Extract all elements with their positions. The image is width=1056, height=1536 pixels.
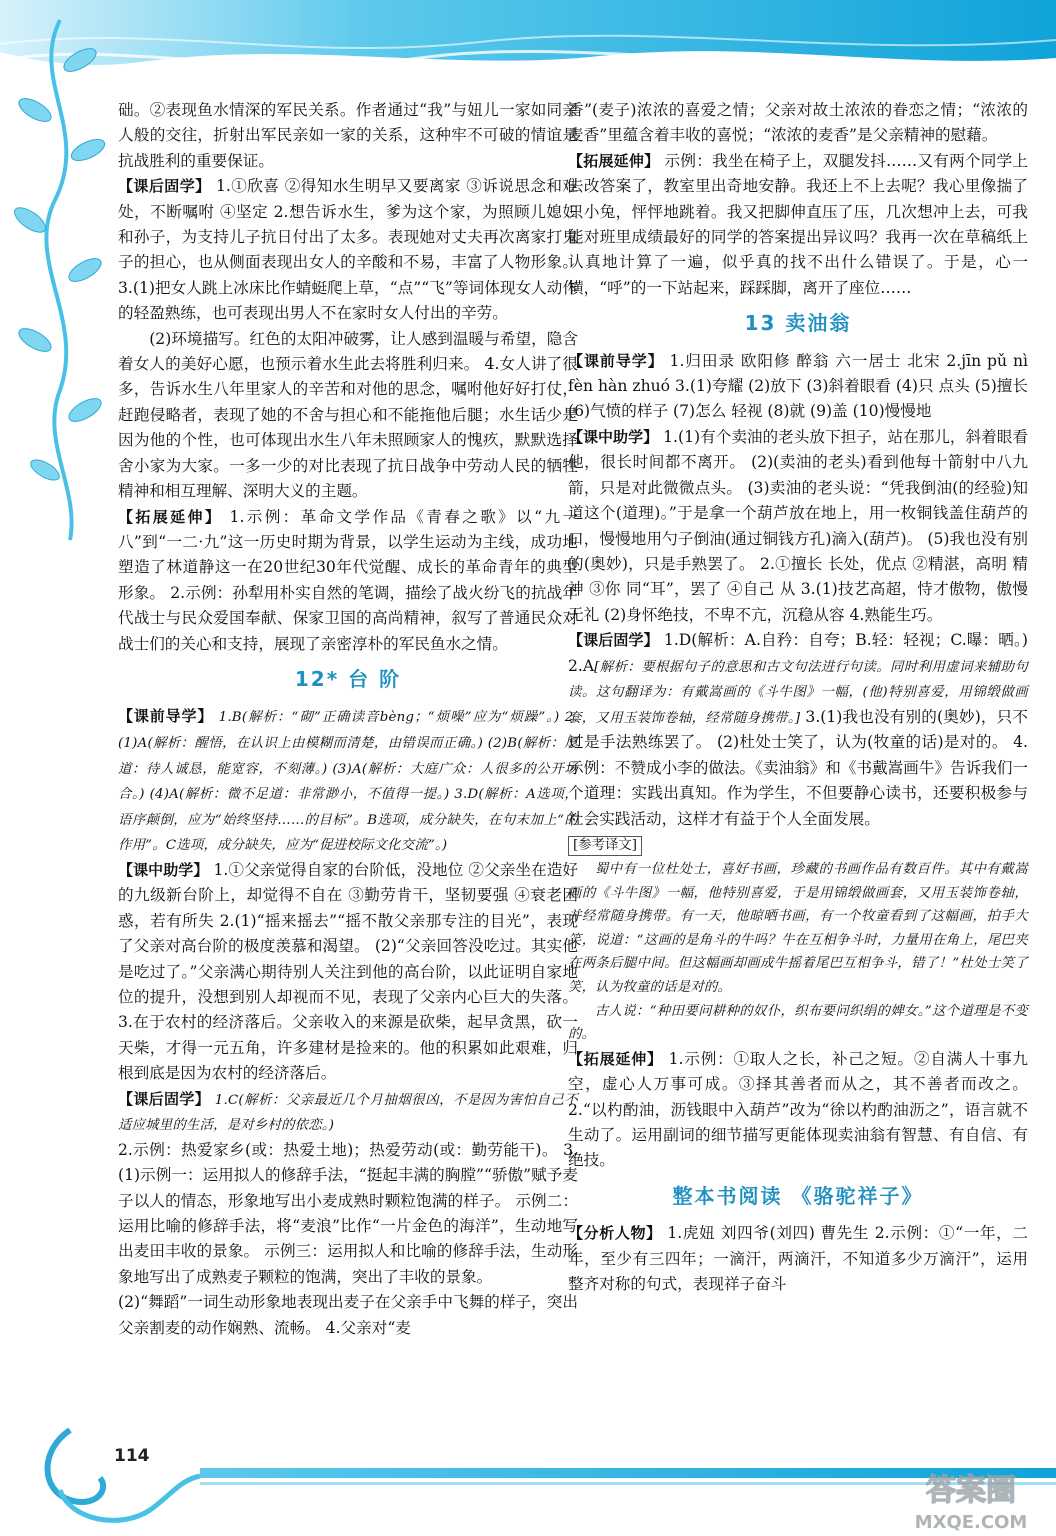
right-paragraph-1: 香”(麦子)浓浓的喜爱之情；父亲对故土浓浓的眷恋之情；“浓浓的麦香”里蕴含着丰收的喜悦；“浓浓的麦香”是父亲精神的慰藉。	[568, 101, 1028, 145]
lesson-heading-13: 13 卖油翁	[744, 311, 852, 336]
right-column	[568, 98, 1028, 1297]
left-paragraph-3: (2)环境描写。红色的太阳冲破雾，让人感到温暖与希望，隐含着女人的美好心愿，也预示着水生此去将胜利归来。 4.女人讲了很多，告诉水生八年里家人的辛苦和对他的思念，嘱咐他好好打仗，赶跑侵略者，表现了她的不舍与担心和不能拖他后腿；水生话少是因为他的个性，也可体现出水生八年未照顾家人的愧疚，默默选择舍小家为大家。一多一少的对比表现了抗日战争中劳动人民的牺牲精神和相互理解、深明大义的主题。	[118, 329, 578, 501]
watermark-logo	[896, 1466, 1046, 1536]
left-paragraph-5: 【课前导学】 1.B(解析：“砌”正确读音bèng；“烦噪”应为“烦躁”。) 2.(1)A(解析：醒悟，在认识上由模糊而清楚，由错误而正确。) (2)B(解析：厚道：待人诚恳，能宽容，不刻薄。) (3)A(解析：大庭广众：人很多的公开场合。) (4)A(解析：微不足道：非常渺小，不值得一提。) 3.D(解析：A选项，语序颠倒，应为“始终坚持……的目标”。B选项，成分缺失，在句末加上“的作用”。C选项，成分缺失，应为“促进校际文化交流”。)	[118, 707, 578, 854]
top-wave-banner	[0, 0, 1056, 92]
left-paragraph-4: 【拓展延伸】 1.示例：革命文学作品《青春之歌》以“九一八”到“一二·九”这一历史时期为背景，以学生运动为主线，成功地塑造了林道静这一在20世纪30年代觉醒、成长的革命青年的典型形象。 2.示例：孙犁用朴实自然的笔调，描绘了战火纷飞的抗战年代战士与民众爱国奉献、保家卫国的高尚精神，叙写了普通民众对战士们的关心和支持，展现了亲密淳朴的军民鱼水之情。	[118, 507, 578, 653]
reference-translation-label: [参考译文]	[568, 836, 642, 856]
lesson-heading-12: 12* 台 阶	[294, 666, 402, 691]
section-tag: 【课后固学】	[118, 1089, 210, 1108]
left-paragraph-2: 【课后固学】 1.①欣喜 ②得知水生明早又要离家 ③诉说思念和难处，不断嘱咐 ④坚定 2.想告诉水生，爹为这个家，为照顾儿媳妇和孙子，为支持儿子抗日付出了太多。表现她对丈夫再次离家打鬼子的担心，也从侧面表现出女人的辛酸和不易，丰富了人物形象。 3.(1)把女人跳上冰床比作蜻蜓爬上草，“点”“飞”等词体现女人动作的轻盈熟练，也可表现出男人不在家时女人付出的辛劳。	[118, 177, 578, 323]
left-column	[118, 98, 578, 1341]
reference-translation-2: 古人说：“种田要问耕种的奴仆，织布要问织绢的婢女。”这个道理是不变的。	[568, 1003, 1028, 1043]
left-paragraph-1: 础。②表现鱼水情深的军民关系。作者通过“我”与妞儿一家如同亲人般的交往，折射出军民亲如一家的关系，这种牢不可破的情谊是抗战胜利的重要保证。	[118, 101, 578, 170]
reference-translation-1: 蜀中有一位杜处士，喜好书画，珍藏的书画作品有数百件。其中有戴嵩画的《斗牛图》一幅，他特别喜爱，于是用锦缎做画套，又用玉装饰卷轴，并经常随身携带。有一天，他晾晒书画，有一个牧童看到了这幅画，拍手大笑，说道：“这画的是角斗的牛吗？牛在互相争斗时，力量用在角上，尾巴夹在两条后腿中间。但这幅画却画成牛摇着尾巴互相争斗，错了！”杜处士笑了笑，认为牧童的话是对的。	[568, 861, 1028, 995]
left-paragraph-6: 【课中助学】 1.①父亲觉得自家的台阶低，没地位 ②父亲坐在造好的九级新台阶上，却觉得不自在 ③勤劳肯干，坚韧要强 ④衰老困惑，若有所失 2.(1)“摇来摇去”“摇不散父亲那专注的目光”，表现了父亲对高台阶的极度羡慕和渴望。 (2)“父亲回答没吃过。其实他是吃过了。”父亲满心期待别人关注到他的高台阶，以此证明自家地位的提升，没想到别人却视而不见，表现了父亲内心巨大的失落。 3.在于农村的经济落后。父亲收入的来源是砍柴，起早贪黑，砍一天柴，才得一元五角，许多建材是捡来的。他的积累如此艰难，归根到底是因为农村的经济落后。	[118, 860, 578, 1083]
right-paragraph-4: 【课中助学】 1.(1)有个卖油的老头放下担子，站在那儿，斜着眼看他，很长时间都不离开。 (2)(卖油的老头)看到他每十箭射中八九箭，只是对此微微点头。 (3)卖油的老头说：“凭我倒油(的经验)知道这个(道理)。”于是拿一个葫芦放在地上，用一枚铜钱盖住葫芦的口，慢慢地用勺子倒油(通过铜钱方孔)滴入(葫芦)。 (5)我也没有别的(奥妙)，只是手熟罢了。 2.①擅长 长处，优点 ②精湛，高明 精神 ③你 同“耳”，罢了 ④自己 从 3.(1)技艺高超，恃才傲物，傲慢无礼 (2)身怀绝技，不卑不亢，沉稳从容 4.熟能生巧。	[568, 427, 1028, 624]
watermark-line-2: MXQE.COM	[914, 1512, 1028, 1533]
page-number: 114	[114, 1446, 150, 1466]
section-tag: 【课后固学】	[568, 631, 659, 650]
section-tag: 【课中助学】	[118, 860, 209, 879]
watermark-line-1: 答案圈	[926, 1473, 1016, 1508]
right-paragraph-7: 【分析人物】 1.虎妞 刘四爷(刘四) 曹先生 2.示例：①“一年，二年，至少有三四年；一滴汗，两滴汗，不知道多少万滴汗”，运用整齐对称的句式，表现祥子奋斗	[568, 1224, 1028, 1293]
section-tag: 【拓展延伸】	[118, 507, 223, 526]
vine-decoration	[0, 0, 130, 560]
whole-book-reading-heading: 整本书阅读 《骆驼祥子》	[672, 1183, 924, 1208]
right-paragraph-3: 【课前导学】 1.归田录 欧阳修 醉翁 六一居士 北宋 2.jīn pǔ nì fèn hàn zhuó 3.(1)夸耀 (2)放下 (3)斜着眼看 (4)只 点头 (5)擅长 (6)气愤的样子 (7)怎么 轻视 (8)就 (9)盖 (10)慢慢地	[568, 351, 1028, 421]
section-tag: 【拓展延伸】	[568, 1049, 663, 1068]
section-tag: 【拓展延伸】	[568, 151, 660, 170]
right-paragraph-5: 【课后固学】 1.D(解析：A.自矜：自夸；B.轻：轻视；C.曝：晒。) 2.A[解析：要根据句子的意思和古文句法进行句读。同时利用虚词来辅助句读。这句翻译为：有戴嵩画的《斗牛图》一幅，(他)特别喜爱，用锦缎做画套，又用玉装饰卷轴，经常随身携带。] 3.(1)我也没有别的(奥妙)，只不过是手法熟练罢了。 (2)杜处士笑了，认为(牧童的话)是对的。 4.示例：不赞成小李的做法。《卖油翁》和《书戴嵩画牛》告诉我们一个道理：实践出真知。作为学生，不但要静心读书，还要积极参与社会实践活动，这样才有益于个人全面发展。	[568, 631, 1029, 828]
section-tag: 【课前导学】	[118, 707, 214, 726]
left-paragraph-8: 2.示例：热爱家乡(或：热爱土地)；热爱劳动(或：勤劳能干)。 3.(1)示例一：运用拟人的修辞手法，“挺起丰满的胸膛”“骄傲”赋予麦子以人的情态，形象地写出小麦成熟时颗粒饱满的样子。 示例二：运用比喻的修辞手法，将“麦浪”比作“一片金色的海洋”，生动地写出麦田丰收的景象。 示例三：运用拟人和比喻的修辞手法，生动形象地写出了成熟麦子颗粒的饱满，突出了丰收的景象。	[118, 1140, 578, 1286]
section-tag: 【课中助学】	[568, 427, 659, 446]
right-paragraph-2: 【拓展延伸】 示例：我坐在椅子上，双腿发抖……又有两个同学上去改答案了，教室里出奇地安静。我还上不上去呢？我心里像揣了只小兔，怦怦地跳着。我又把脚伸直压了压，几次想冲上去，可我能对班里成绩最好的同学的答案提出异议吗？我再一次在草稿纸上认真地计算了一遍，似乎真的找不出什么错误了。于是，心一横，“呼”的一下站起来，踩踩脚，离开了座位……	[568, 151, 1028, 297]
section-tag: 【课前导学】	[568, 351, 664, 370]
section-tag: 【课后固学】	[118, 177, 211, 196]
left-paragraph-9: (2)“舞蹈”一词生动形象地表现出麦子在父亲手中飞舞的样子，突出父亲割麦的动作娴熟、流畅。 4.父亲对“麦	[118, 1293, 578, 1337]
left-paragraph-7: 【课后固学】 1.C(解析：父亲最近几个月抽烟很凶，不是因为害怕自己不适应城里的生活，是对乡村的依恋。)	[118, 1089, 578, 1134]
right-paragraph-6: 【拓展延伸】 1.示例：①取人之长，补己之短。②自满人十事九空，虚心人万事可成。③择其善者而从之，其不善者而改之。 2.“以杓酌油，沥钱眼中入葫芦”改为“徐以杓酌油沥之”，语言就不生动了。运用副词的细节描写更能体现卖油翁有智慧、有自信、有绝技。	[568, 1049, 1028, 1170]
section-tag: 【分析人物】	[568, 1224, 662, 1243]
